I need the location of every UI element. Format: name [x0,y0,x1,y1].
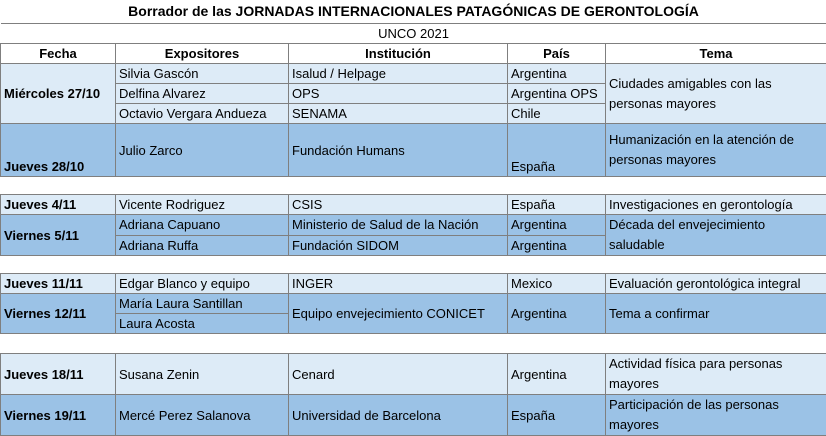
institucion-cell: Isalud / Helpage [289,64,508,84]
institucion-cell: Ministerio de Salud de la Nación [289,215,508,236]
expositor-cell: Silvia Gascón [116,64,289,84]
header-institucion: Institución [289,44,508,64]
subtitle-row [1,24,826,44]
fecha-cell: Viernes 19/11 [1,395,116,436]
spacer-cell [1,177,826,195]
expositor-cell: Susana Zenin [116,354,289,395]
institucion-cell: Equipo envejecimiento CONICET [289,294,508,334]
spacer-row [1,177,826,195]
table-row [1,64,826,84]
header-pais: País [508,44,606,64]
tema-cell: Participación de las personas mayores [606,395,826,436]
pais-cell: Mexico [508,274,606,294]
institucion-cell: Universidad de Barcelona [289,395,508,436]
expositor-cell: Mercé Perez Salanova [116,395,289,436]
spacer-cell [1,256,826,274]
pais-cell: Argentina [508,294,606,334]
tema-cell: Evaluación gerontológica integral [606,274,826,294]
institucion-cell: CSIS [289,195,508,215]
spacer-cell [1,334,826,354]
pais-cell: Chile [508,104,606,124]
institucion-cell: Fundación Humans [289,124,508,177]
fecha-cell: Jueves 18/11 [1,354,116,395]
table-row [1,354,826,395]
tema-cell: Actividad física para personas mayores [606,354,826,395]
page-subtitle: UNCO 2021 [1,24,826,44]
fecha-cell: Jueves 28/10 [1,124,116,177]
fecha-cell: Viernes 12/11 [1,294,116,334]
header-expositores: Expositores [116,44,289,64]
expositor-cell: Adriana Ruffa [116,235,289,256]
page-title: Borrador de las JORNADAS INTERNACIONALES PATAGÓNICAS DE GERONTOLOGÍA [1,0,826,24]
pais-cell: Argentina OPS [508,84,606,104]
expositor-cell: Vicente Rodriguez [116,195,289,215]
header-tema: Tema [606,44,826,64]
title-row [1,0,826,24]
table-row [1,215,826,236]
pais-cell: España [508,124,606,177]
expositor-cell: Adriana Capuano [116,215,289,236]
expositor-cell: Julio Zarco [116,124,289,177]
table-row [1,395,826,436]
pais-cell: España [508,195,606,215]
fecha-cell: Miércoles 27/10 [1,64,116,124]
tema-cell: Década del envejecimiento saludable [606,215,826,256]
pais-cell: Argentina [508,64,606,84]
spacer-row [1,334,826,354]
header-row [1,44,826,64]
pais-cell: Argentina [508,215,606,236]
institucion-cell: SENAMA [289,104,508,124]
table-row [1,195,826,215]
pais-cell: Argentina [508,354,606,395]
institucion-cell: Cenard [289,354,508,395]
spacer-row [1,256,826,274]
header-fecha: Fecha [1,44,116,64]
expositor-cell: Octavio Vergara Andueza [116,104,289,124]
fecha-cell: Viernes 5/11 [1,215,116,256]
fecha-cell: Jueves 4/11 [1,195,116,215]
expositor-cell: Delfina Alvarez [116,84,289,104]
tema-cell: Ciudades amigables con las personas mayores [606,64,826,124]
table-row [1,124,826,177]
expositor-cell: Laura Acosta [116,314,289,334]
institucion-cell: OPS [289,84,508,104]
pais-cell: Argentina [508,235,606,256]
table-row [1,294,826,314]
table-row [1,274,826,294]
expositor-cell: María Laura Santillan [116,294,289,314]
institucion-cell: Fundación SIDOM [289,235,508,256]
expositor-cell: Edgar Blanco y equipo [116,274,289,294]
tema-cell: Humanización en la atención de personas mayores [606,124,826,177]
institucion-cell: INGER [289,274,508,294]
fecha-cell: Jueves 11/11 [1,274,116,294]
tema-cell: Tema a confirmar [606,294,826,334]
pais-cell: España [508,395,606,436]
tema-cell: Investigaciones en gerontología [606,195,826,215]
